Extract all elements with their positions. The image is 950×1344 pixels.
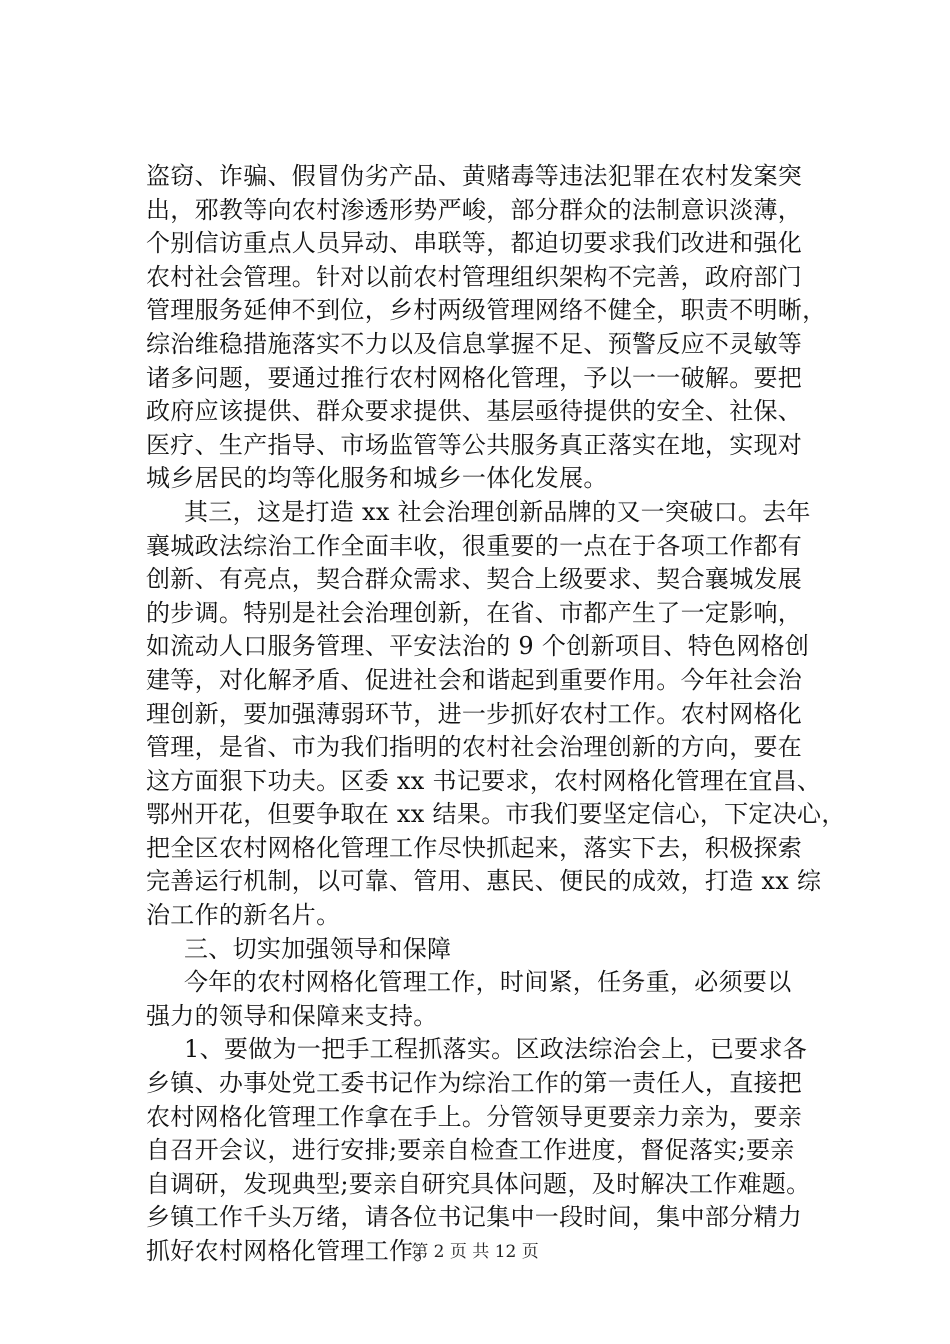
text-line: 今年的农村网格化管理工作，时间紧，任务重，必须要以 [184,968,792,997]
text-line: 城乡居民的均等化服务和城乡一体化发展。 [146,464,608,493]
text-line: 乡镇、办事处党工委书记作为综治工作的第一责任人，直接把 [146,1069,803,1098]
page-footer: 第 2 页 共 12 页 [411,1242,539,1262]
text-line: 自调研，发现典型;要亲自研究具体问题，及时解决工作难题。 [146,1169,811,1198]
text-line: 诸多问题，要通过推行农村网格化管理，予以一一破解。要把 [146,363,803,392]
text-line: 强力的领导和保障来支持。 [146,1001,438,1030]
text-line: 抓好农村网格化管理工作。 [146,1237,438,1265]
text-line: 其三，这是打造 xx 社会治理创新品牌的又一突破口。去年 [184,497,811,526]
text-line: 治工作的新名片。 [146,901,341,930]
text-line: 盗窃、诈骗、假冒伪劣产品、黄赌毒等违法犯罪在农村发案突 [146,162,803,190]
text-line: 综治维稳措施落实不力以及信息掌握不足、预警反应不灵敏等 [146,329,803,358]
text-line: 自召开会议，进行安排;要亲自检查工作进度，督促落实;要亲 [146,1136,795,1165]
text-line: 理创新，要加强薄弱环节，进一步抓好农村工作。农村网格化 [146,699,803,728]
text-line: 把全区农村网格化管理工作尽快抓起来，落实下去，积极探索 [146,833,803,862]
text-line: 医疗、生产指导、市场监管等公共服务真正落实在地，实现对 [146,430,803,459]
text-line: 这方面狠下功夫。区委 xx 书记要求，农村网格化管理在宜昌、 [146,766,822,795]
text-line: 1、要做为一把手工程抓落实。区政法综治会上，已要求各 [184,1035,808,1064]
text-line: 鄂州开花，但要争取在 xx 结果。市我们要坚定信心，下定决心， [146,800,846,829]
text-line: 农村社会管理。针对以前农村管理组织架构不完善，政府部门 [146,262,803,291]
text-line: 管理，是省、市为我们指明的农村社会治理创新的方向，要在 [146,733,803,762]
text-line: 完善运行机制，以可靠、管用、惠民、便民的成效，打造 xx 综 [146,867,822,896]
text-line: 建等，对化解矛盾、促进社会和谐起到重要作用。今年社会治 [146,665,803,694]
text-line: 政府应该提供、群众要求提供、基层亟待提供的安全、社保、 [146,397,803,426]
text-line: 襄城政法综治工作全面丰收，很重要的一点在于各项工作都有 [146,531,803,560]
text-line: 管理服务延伸不到位，乡村两级管理网络不健全，职责不明晰， [146,296,827,325]
text-line: 如流动人口服务管理、平安法治的 9 个创新项目、特色网格创 [146,632,810,661]
text-line: 农村网格化管理工作拿在手上。分管领导更要亲力亲为，要亲 [146,1102,803,1131]
text-line: 三、切实加强领导和保障 [184,934,452,963]
body-text [146,160,846,1269]
text-line: 出，邪教等向农村渗透形势严峻，部分群众的法制意识淡薄， [146,195,803,224]
text-line: 创新、有亮点，契合群众需求、契合上级要求、契合襄城发展 [146,565,803,594]
text-line: 的步调。特别是社会治理创新，在省、市都产生了一定影响， [146,598,803,627]
text-line: 个别信访重点人员异动、串联等，都迫切要求我们改进和强化 [146,229,803,258]
text-line: 乡镇工作千头万绪，请各位书记集中一段时间，集中部分精力 [146,1203,803,1232]
